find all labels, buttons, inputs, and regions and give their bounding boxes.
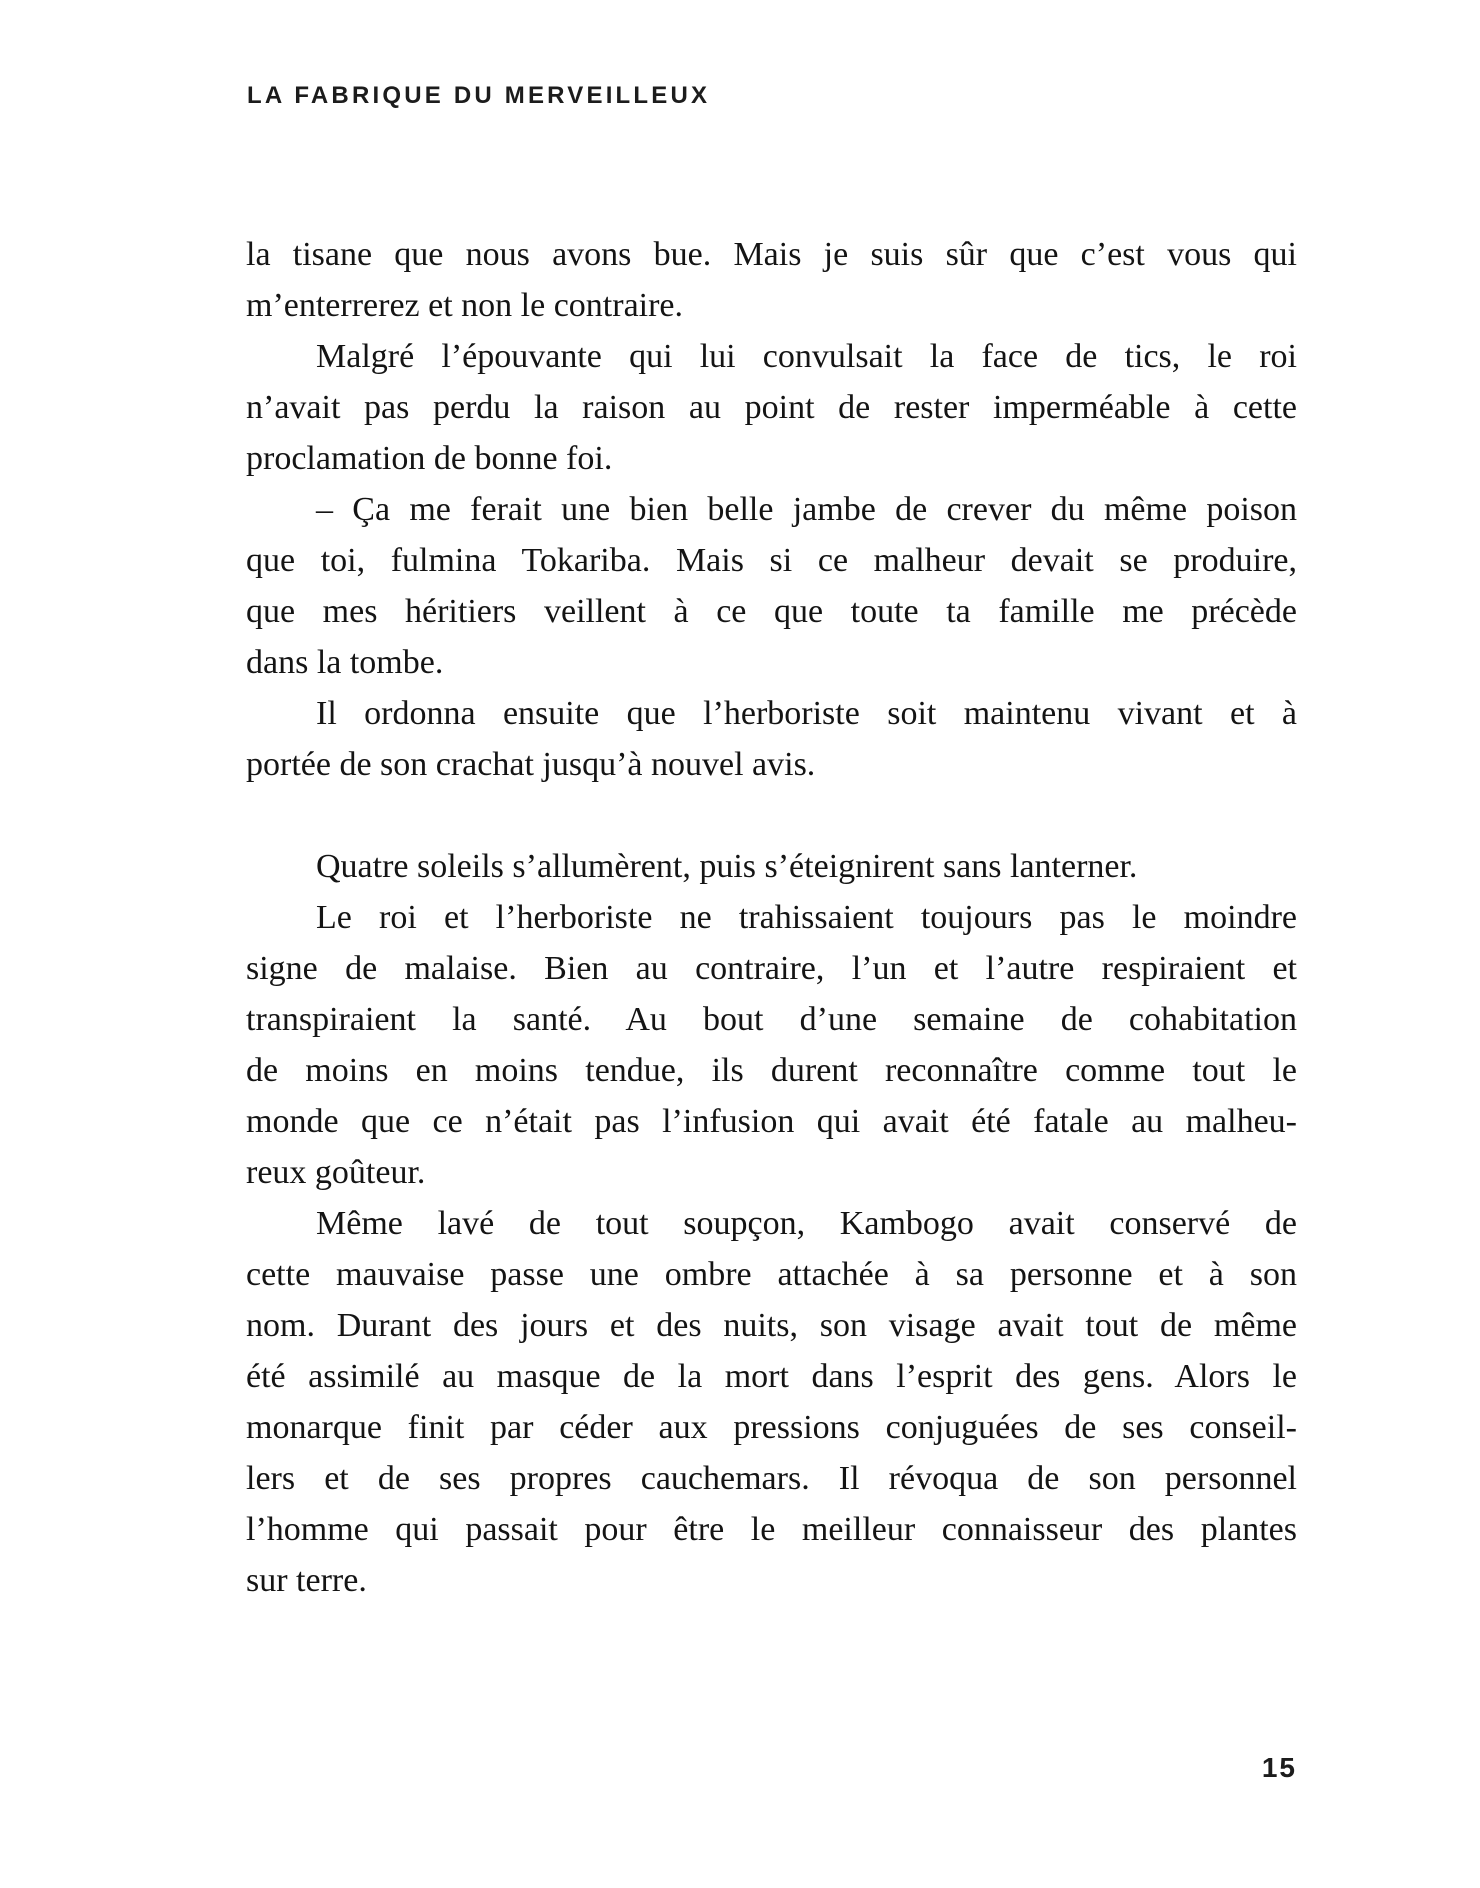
text-line: sur terre.	[246, 1562, 367, 1599]
paragraph	[246, 892, 1297, 1198]
page-number: 15	[1261, 1752, 1297, 1783]
paragraph	[246, 1198, 1297, 1606]
text-line: lers et de ses propres cauchemars. Il révoqua de son personnel	[246, 1460, 1297, 1497]
paragraph	[246, 841, 1297, 892]
paragraph	[246, 484, 1297, 688]
text-line: Malgré l’épouvante qui lui convulsait la face de tics, le roi	[316, 338, 1297, 375]
text-block	[246, 229, 1297, 1606]
text-line: l’homme qui passait pour être le meilleur connaisseur des plantes	[246, 1511, 1297, 1548]
text-line: signe de malaise. Bien au contraire, l’un et l’autre respiraient et	[246, 950, 1297, 987]
text-line: monde que ce n’était pas l’infusion qui avait été fatale au malheu-	[246, 1103, 1297, 1140]
text-line: portée de son crachat jusqu’à nouvel avis.	[246, 746, 816, 783]
text-line: été assimilé au masque de la mort dans l’esprit des gens. Alors le	[246, 1358, 1297, 1395]
text-line: – Ça me ferait une bien belle jambe de crever du même poison	[316, 491, 1297, 528]
running-header: LA FABRIQUE DU MERVEILLEUX	[247, 82, 711, 109]
text-line: n’avait pas perdu la raison au point de rester imperméable à cette	[246, 389, 1297, 426]
text-line: transpiraient la santé. Au bout d’une semaine de cohabitation	[246, 1001, 1297, 1038]
text-line: proclamation de bonne foi.	[246, 440, 613, 477]
text-line: Le roi et l’herboriste ne trahissaient toujours pas le moindre	[316, 899, 1297, 936]
paragraph	[246, 331, 1297, 484]
text-line: Il ordonna ensuite que l’herboriste soit maintenu vivant et à	[316, 695, 1297, 732]
text-line: Même lavé de tout soupçon, Kambogo avait conservé de	[316, 1205, 1297, 1242]
text-line: cette mauvaise passe une ombre attachée à sa personne et à son	[246, 1256, 1297, 1293]
text-line: nom. Durant des jours et des nuits, son visage avait tout de même	[246, 1307, 1297, 1344]
text-line: que toi, fulmina Tokariba. Mais si ce malheur devait se produire,	[246, 542, 1297, 579]
text-line: reux goûteur.	[246, 1154, 426, 1191]
paragraph	[246, 229, 1297, 331]
paragraph	[246, 688, 1297, 790]
text-line: monarque finit par céder aux pressions conjuguées de ses conseil-	[246, 1409, 1297, 1446]
text-line: Quatre soleils s’allumèrent, puis s’éteignirent sans lanterner.	[316, 848, 1138, 885]
text-line: de moins en moins tendue, ils durent reconnaître comme tout le	[246, 1052, 1297, 1089]
text-line: m’enterrerez et non le contraire.	[246, 287, 684, 324]
text-line: la tisane que nous avons bue. Mais je suis sûr que c’est vous qui	[246, 236, 1297, 273]
text-line: que mes héritiers veillent à ce que toute ta famille me précède	[246, 593, 1297, 630]
text-line: dans la tombe.	[246, 644, 444, 681]
